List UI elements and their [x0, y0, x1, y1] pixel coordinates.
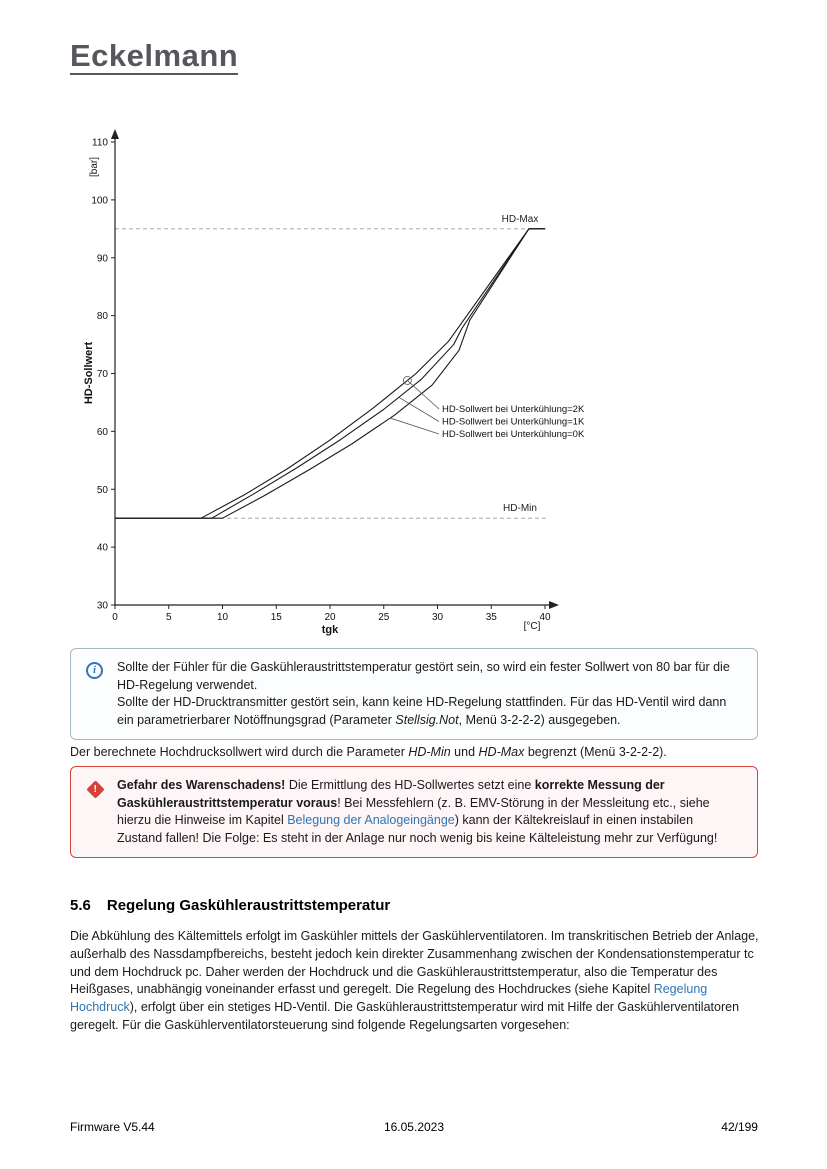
x-tick-label: 5: [165, 612, 172, 623]
section-heading: [70, 897, 390, 914]
x-tick-label: 40: [539, 612, 551, 623]
y-tick-label: 30: [96, 600, 108, 612]
x-tick-label: 20: [324, 612, 336, 623]
series-annotation-label: HD-Sollwert bei Unterkühlung=1K: [442, 416, 585, 428]
section-number: 5.6: [70, 897, 91, 914]
warning-box: [70, 766, 758, 858]
y-tick-label: 80: [96, 311, 108, 323]
info-icon: i: [86, 662, 103, 679]
text-segment: , Menü 3-2-2-2) ausgegeben.: [458, 712, 621, 727]
text-segment: Der berechnete Hochdrucksollwert wird durch die Parameter: [70, 745, 409, 759]
y-tick-label: 110: [92, 137, 108, 149]
annotation-leader: [407, 380, 439, 409]
info-box: [70, 648, 758, 740]
y-tick-label: 70: [96, 369, 108, 380]
text-segment: und: [450, 745, 479, 759]
x-tick-label: 35: [485, 612, 497, 623]
text-segment: begrenzt (Menü 3-2-2-2).: [524, 745, 667, 759]
series-line: [115, 229, 545, 518]
annotation-leader: [390, 418, 439, 434]
x-tick-label: 30: [431, 612, 444, 623]
series-line: [115, 229, 545, 518]
warning-box-text: [117, 777, 741, 847]
section-body: [70, 928, 766, 1035]
series-annotation-label: HD-Sollwert bei Unterkühlung=0K: [442, 429, 585, 440]
warning-icon: [86, 780, 104, 798]
text-segment: Sollte der HD-Drucktransmitter gestört sein, kann keine HD-Regelung stattfinden. Für das HD-Ventil wird dann ein parametrierbarer Notöffnungsgrad (Parameter: [117, 695, 727, 727]
text-segment: korrekte Messung der Gaskühleraustrittstemperatur voraus: [117, 778, 665, 810]
annotation-leader: [399, 397, 439, 421]
y-tick-label: 100: [91, 195, 108, 207]
section-title: Regelung Gaskühleraustrittstemperatur: [106, 897, 391, 914]
y-tick-label: 60: [96, 426, 108, 438]
text-segment: Sollte der Fühler für die Gaskühleraustrittstemperatur gestört sein, so wird ein fester Sollwert von 80 bar für die HD-Regelung verwendet.: [117, 660, 730, 692]
y-tick-label: 90: [96, 253, 108, 265]
series-line: [115, 229, 545, 518]
hd-sollwert-chart: [70, 120, 590, 650]
text-link[interactable]: Belegung der Analogeingänge: [287, 813, 455, 827]
warning-exclamation: !: [93, 783, 98, 795]
text-segment: HD-Max: [478, 745, 525, 759]
ref-line-label: HD-Max: [501, 213, 539, 225]
x-tick-label: 25: [378, 612, 390, 623]
text-segment: Stellsig.Not: [395, 712, 459, 727]
company-logo: Eckelmann: [70, 38, 239, 73]
footer-page-number: 42/199: [721, 1120, 758, 1134]
y-axis-label: HD-Sollwert: [83, 341, 95, 405]
x-tick-label: 10: [216, 612, 229, 623]
x-axis-label: tgk: [321, 624, 339, 636]
text-segment: HD-Min: [408, 745, 451, 759]
y-axis-arrow: [111, 129, 119, 139]
text-segment: Die Abkühlung des Kältemittels erfolgt im Gaskühler mittels der Gaskühlerventilatoren. Im transkritischen Betrieb der Anlage, außerhalb des Nassdampfbereichs, besteht jedoch kein direkter Zusammenhang zwischen der Kondensationstemperatur tc und dem Hochdruck pc. Daher werden der Hochdruck und die Gaskühleraustrittstemperatur, also die Temperatur des Heißgases, unabhängig voneinander erfasst und geregelt. Die Regelung des Hochdruckes (siehe Kapitel: [70, 929, 759, 997]
x-axis-unit: [°C]: [523, 621, 541, 632]
footer-firmware-version: Firmware V5.44: [70, 1120, 155, 1134]
y-tick-label: 50: [96, 484, 108, 496]
text-segment: ), erfolgt über ein stetiges HD-Ventil. Die Gaskühleraustrittstemperatur wird mit Hilfe der Gaskühlerventilatoren geregelt. Für die Gaskühlerventilatorsteuerung sind folgende Regelungsarten vorgesehen:: [70, 1000, 740, 1032]
text-segment: Gefahr des Warenschadens!: [117, 778, 286, 792]
hd-limits-paragraph: [70, 744, 762, 762]
footer-date: 16.05.2023: [383, 1120, 445, 1134]
text-segment: ! Bei Messfehlern (z. B. EMV-Störung in der Messleitung etc., siehe hierzu die Hinweise im Kapitel: [117, 795, 710, 827]
info-box-text: [117, 659, 741, 729]
y-axis-unit: [bar]: [89, 156, 100, 178]
series-annotation-label: HD-Sollwert bei Unterkühlung=2K: [442, 404, 585, 415]
x-tick-label: 0: [112, 612, 118, 623]
text-segment: Die Ermittlung des HD-Sollwertes setzt eine: [285, 778, 535, 792]
page-footer: [70, 1120, 758, 1134]
y-tick-label: 40: [96, 542, 108, 554]
ref-line-label: HD-Min: [503, 503, 537, 515]
text-link[interactable]: Regelung Hochdruck: [70, 982, 708, 1015]
x-tick-label: 15: [270, 612, 282, 623]
x-axis-arrow: [549, 601, 559, 609]
text-segment: ) kann der Kältekreislauf in einen instabilen Zustand fallen! Die Folge: Es steht in der Anlage nur noch wenig bis keine Kälteleistung mehr zur Verfügung!: [117, 813, 718, 845]
